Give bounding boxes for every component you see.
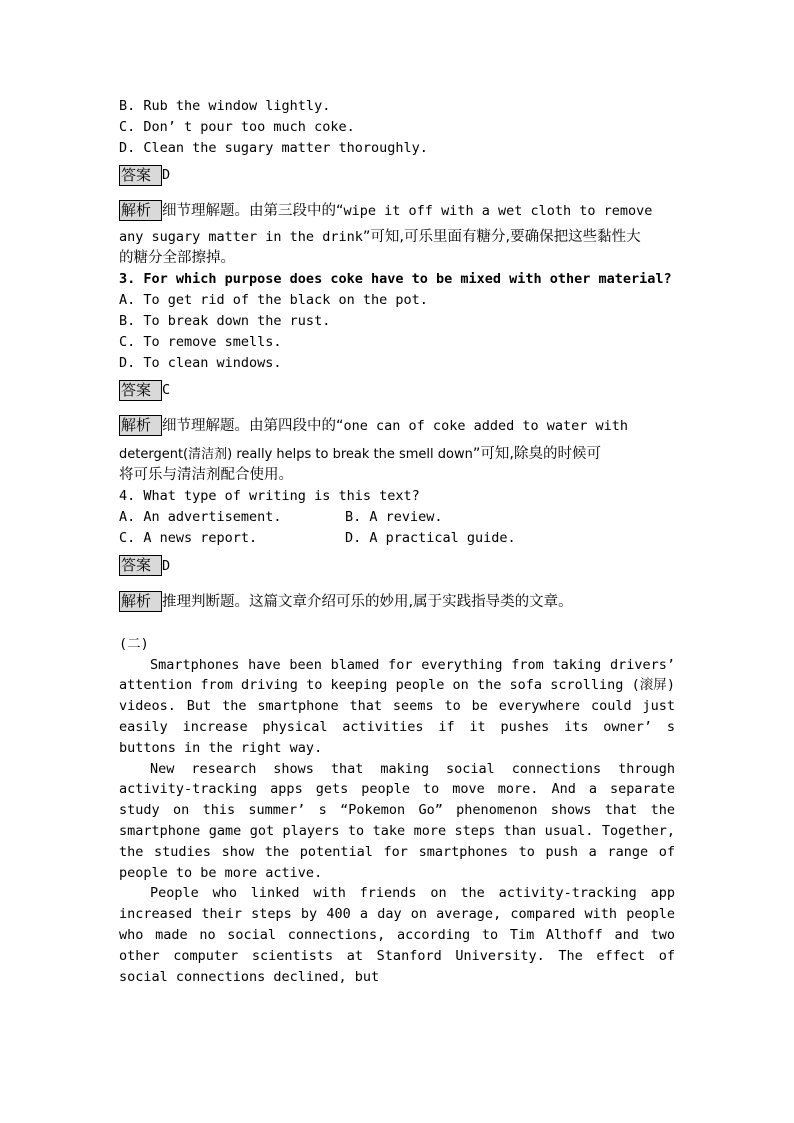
q3-option-b: B. To break down the rust.	[119, 312, 331, 329]
q2-analysis-line3: 的糖分全部擦掉。	[119, 250, 235, 267]
q4-option-b: B. A review.	[345, 509, 443, 526]
q4-option-d: D. A practical guide.	[345, 529, 516, 546]
passage-paragraph-1: Smartphones have been blamed for everything from taking drivers’ attention from driving to keeping people on the sofa scrolling (滚屏) videos. But the smartphone that seems to be everywhere could just easily increase physical activities if it pushes its owner’ s buttons in the right way.	[119, 656, 675, 756]
q4-options-cd	[119, 528, 675, 549]
analysis-label: 解析	[119, 415, 162, 436]
q2-option-b: B. Rub the window lightly.	[119, 98, 331, 114]
answer-label: 答案	[119, 165, 162, 186]
answer-label: 答案	[119, 555, 162, 576]
q4-options-ab	[119, 507, 675, 528]
q4-answer: D	[162, 557, 171, 574]
analysis-label: 解析	[119, 591, 162, 612]
document-page: B. Rub the window lightly. C. Don’ t pour too much coke. D. Clean the sugary matter thoroughly. 答案 D 解析 细节理解题。由第三段中的“wipe it off with a wet cloth to remove any sugary matter in the drink”可知,可乐里面有糖分,要确保把这些黏性大 的糖分全部擦掉。 3. For which purpose does coke have to be mixed with other material? A. To get rid of the black on the pot. B. To break down the rust. C. To remove smells. D. To clean windows. 答案 C 解析 细节理解题。由第四段中的“one can of coke added to water with detergent(清洁剂) really helps to break the smell down”可知,除臭的时候可 将可乐与清洁剂配合使用。 4. What type of writing is this text? A. An advertisement. B. A review. C. A news report. D. A practical guide. 答案 D 解析 推理判断题。这篇文章介绍可乐的妙用,属于实践指导类的文章。 (二) Smartphones have been blamed for everything from taking drivers’ attention from driving to keeping people on the sofa scrolling (滚屏) videos. But the smartphone that seems to be everywhere could just easily increase physical activities if it pushes its owner’ s buttons in the right way. New research shows that making social connections through activity-tracking apps gets people to move more. And a separate study on this summer’ s “Pokemon Go” phenomenon shows that the smartphone game got players to take more steps than usual. Together, the studies show the potential for smartphones to push a range of people to be more active. People who linked with friends on the activity-tracking app increased their steps by 400 a day on average, compared with people who made no social connections, according to Tim Althoff and two other computer scientists at Stanford University. The effect of social connections declined, but	[119, 96, 675, 987]
q4-answer-row	[119, 555, 675, 577]
q2-option-d: D. Clean the sugary matter thoroughly.	[119, 139, 428, 156]
q4-stem: 4. What type of writing is this text?	[119, 488, 420, 505]
q3-option-d: D. To clean windows.	[119, 354, 282, 371]
section-label: (二)	[119, 635, 149, 652]
q3-analysis-line3: 将可乐与清洁剂配合使用。	[119, 467, 293, 484]
passage-paragraph-3: People who linked with friends on the activity-tracking app increased their steps by 400 a day on average, compared with people who made no social connections, according to Tim Althoff and two other computer scientists at Stanford University. The effect of social connections declined, but	[119, 885, 675, 985]
q4-option-c: C. A news report.	[119, 529, 258, 546]
q3-answer: C	[162, 382, 171, 399]
analysis-label: 解析	[119, 200, 162, 221]
q2-option-c: C. Don’ t pour too much coke.	[119, 118, 355, 135]
q3-analysis: 解析 细节理解题。由第四段中的“one can of coke added to water with	[121, 416, 629, 435]
q3-option-a: A. To get rid of the black on the pot.	[119, 292, 428, 309]
q3-option-c: C. To remove smells.	[119, 333, 282, 350]
q3-answer-row	[119, 379, 675, 401]
passage-paragraph-2: New research shows that making social connections through activity-tracking apps gets people to move more. And a separate study on this summer’ s “Pokemon Go” phenomenon shows that the smartphone game got players to take more steps than usual. Together, the studies show the potential for smartphones to push a range of people to be more active.	[119, 760, 675, 881]
q3-stem: 3. For which purpose does coke have to be mixed with other material?	[119, 271, 672, 288]
q2-answer: D	[162, 167, 171, 184]
q4-analysis: 解析 推理判断题。这篇文章介绍可乐的妙用,属于实践指导类的文章。	[121, 591, 573, 610]
answer-label: 答案	[119, 380, 162, 401]
q2-answer-row	[119, 164, 675, 186]
q4-option-a: A. An advertisement.	[119, 509, 282, 526]
q2-analysis: 解析 细节理解题。由第三段中的“wipe it off with a wet cloth to remove	[121, 201, 653, 220]
